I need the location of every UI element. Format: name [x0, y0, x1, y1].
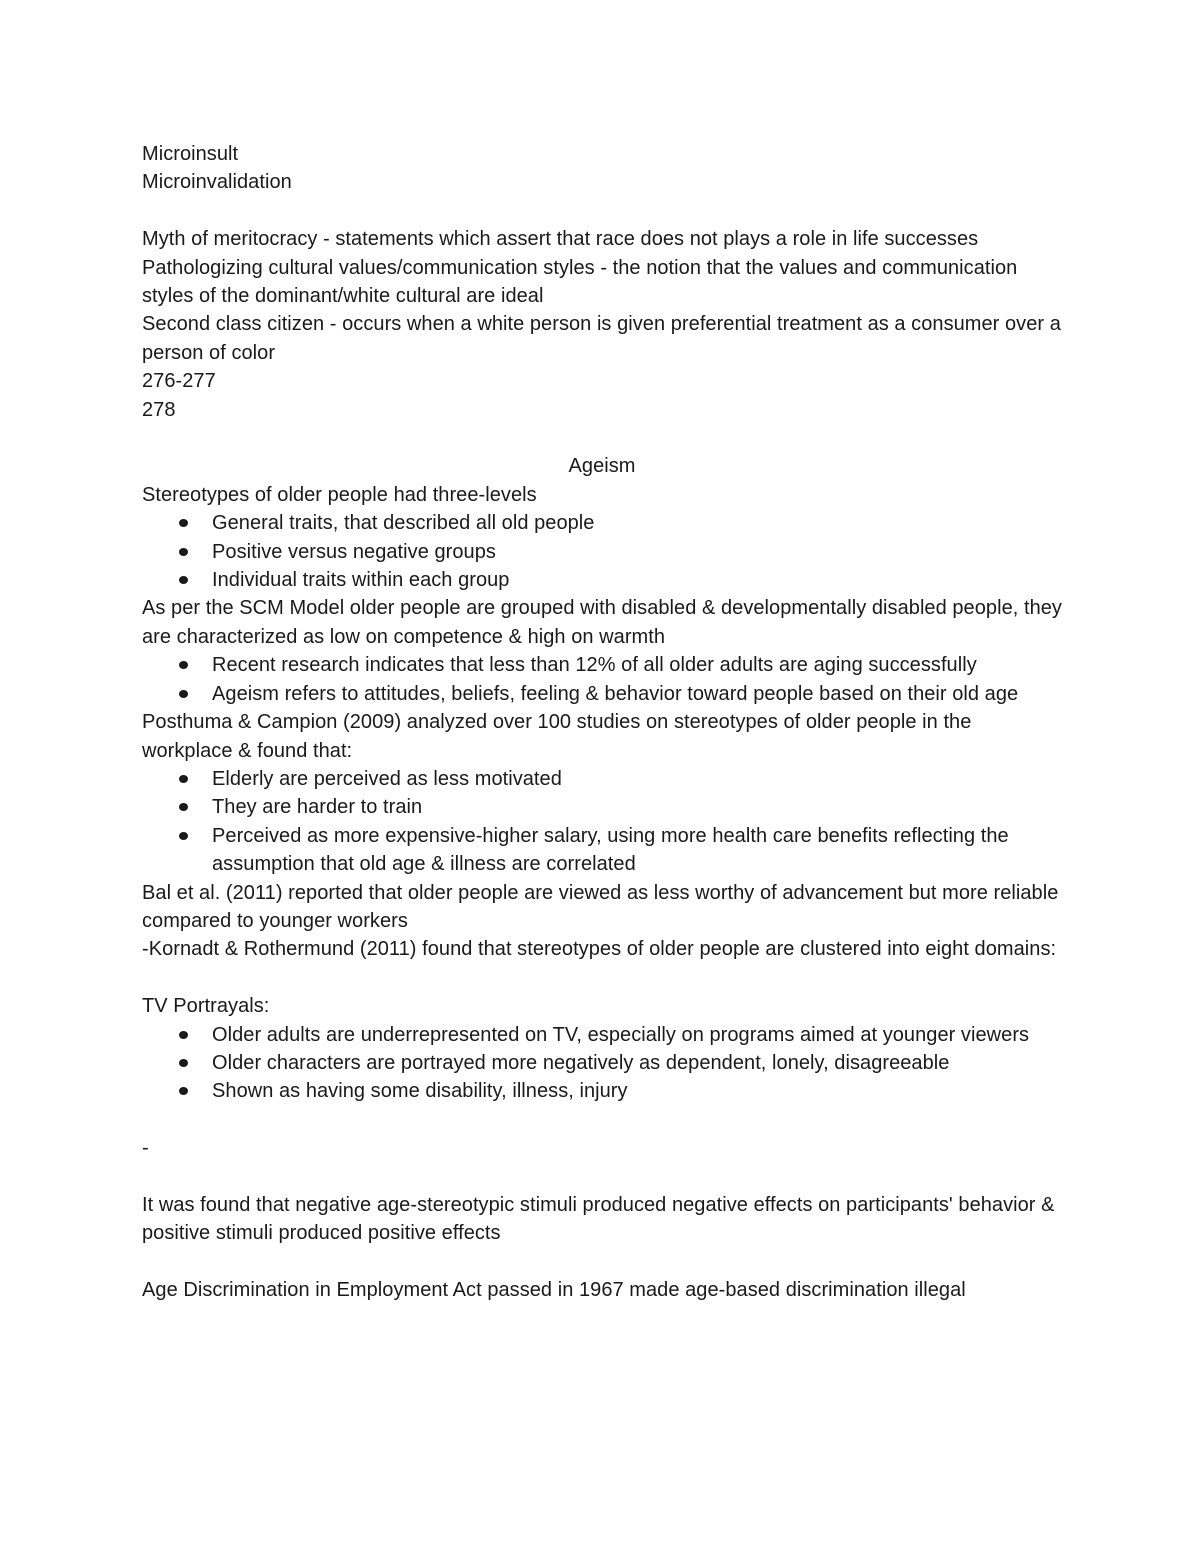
- bullet-icon: [179, 1087, 188, 1095]
- page-reference: 278: [142, 398, 176, 421]
- bullet-icon: [179, 1059, 188, 1067]
- scm-paragraph: As per the SCM Model older people are grouped with disabled & developmentally disabled people, they are characterized as low on competence & high on warmth: [142, 597, 1062, 648]
- bullet-icon: [179, 775, 188, 783]
- dash-line: -: [142, 1137, 149, 1160]
- stereotypes-intro: Stereotypes of older people had three-levels: [142, 483, 537, 506]
- list-item-text: Elderly are perceived as less motivated: [212, 767, 562, 790]
- section-title-ageism: Ageism: [568, 455, 636, 478]
- bullet-icon: [179, 548, 188, 556]
- bullet-icon: [179, 1031, 188, 1039]
- list-item: [212, 1049, 1062, 1077]
- list-item: [212, 538, 1062, 566]
- heading-microinsult: Microinsult: [142, 143, 239, 165]
- list-item-text: Older characters are portrayed more negatively as dependent, lonely, disagreeable: [212, 1051, 950, 1074]
- levels-list: [142, 509, 1062, 594]
- list-item-text: Recent research indicates that less than 12% of all older adults are aging successfully: [212, 654, 977, 677]
- definition-myth-of-meritocracy: Myth of meritocracy - statements which assert that race does not plays a role in life successes: [142, 228, 979, 251]
- bullet-icon: [179, 519, 188, 527]
- list-item: [212, 822, 1062, 879]
- list-item: [212, 1077, 1062, 1105]
- list-item-text: They are harder to train: [212, 796, 423, 819]
- spacer: [142, 1163, 1062, 1191]
- list-item-text: Older adults are underrepresented on TV, especially on programs aimed at younger viewers: [212, 1023, 1030, 1046]
- list-item: [212, 509, 1062, 537]
- list-item-text: General traits, that described all old people: [212, 512, 595, 535]
- kornadt-paragraph: -Kornadt & Rothermund (2011) found that stereotypes of older people are clustered into eight domains:: [142, 938, 1057, 961]
- spacer: [142, 964, 1062, 992]
- page-reference: 276-277: [142, 370, 216, 393]
- bullet-icon: [179, 661, 188, 669]
- scm-list: [142, 651, 1062, 708]
- heading-microinvalidation: Microinvalidation: [142, 171, 292, 194]
- tv-heading: TV Portrayals:: [142, 995, 270, 1018]
- document-page: [142, 140, 1062, 1305]
- list-item: [212, 651, 1062, 679]
- posthuma-list: [142, 765, 1062, 879]
- list-item-text: Individual traits within each group: [212, 569, 510, 592]
- stimuli-paragraph: It was found that negative age-stereotypic stimuli produced negative effects on participants' behavior & positive stimuli produced positive effects: [142, 1193, 1055, 1245]
- list-item-text: Positive versus negative groups: [212, 540, 496, 563]
- list-item: [212, 680, 1062, 708]
- spacer: [142, 197, 1062, 225]
- bullet-icon: [179, 832, 188, 840]
- list-item-text: Perceived as more expensive-higher salary, using more health care benefits reflecting the assumption that old age & illness are correlated: [212, 824, 1009, 876]
- bullet-icon: [179, 690, 188, 698]
- bullet-icon: [179, 803, 188, 811]
- list-item: [212, 566, 1062, 594]
- bal-paragraph: Bal et al. (2011) reported that older people are viewed as less worthy of advancement but more reliable compared to younger workers: [142, 881, 1059, 932]
- spacer: [142, 1248, 1062, 1276]
- spacer: [142, 1106, 1062, 1134]
- list-item: [212, 765, 1062, 793]
- definition-pathologizing: Pathologizing cultural values/communication styles - the notion that the values and communication styles of the dominant/white cultural are ideal: [142, 256, 1018, 308]
- list-item: [212, 1021, 1062, 1049]
- bullet-icon: [179, 576, 188, 584]
- tv-list: [142, 1021, 1062, 1106]
- list-item: [212, 793, 1062, 821]
- definition-second-class-citizen: Second class citizen - occurs when a white person is given preferential treatment as a consumer over a person of color: [142, 313, 1061, 364]
- list-item-text: Shown as having some disability, illness, injury: [212, 1080, 628, 1103]
- list-item-text: Ageism refers to attitudes, beliefs, feeling & behavior toward people based on their old age: [212, 682, 1019, 705]
- spacer: [142, 424, 1062, 452]
- act-paragraph: Age Discrimination in Employment Act passed in 1967 made age-based discrimination illegal: [142, 1279, 966, 1302]
- posthuma-paragraph: Posthuma & Campion (2009) analyzed over 100 studies on stereotypes of older people in the workplace & found that:: [142, 711, 972, 762]
